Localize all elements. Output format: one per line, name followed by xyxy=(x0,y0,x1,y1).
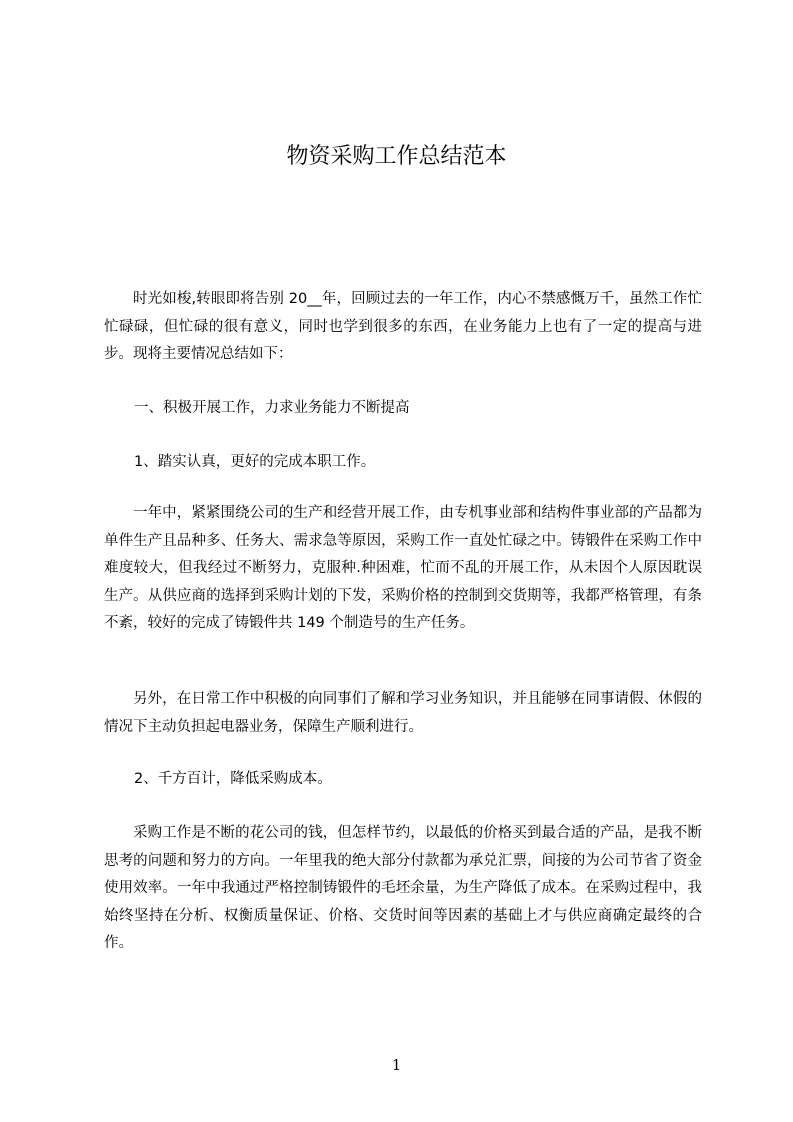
subsection-1-heading: 1、踏实认真，更好的完成本职工作。 xyxy=(134,454,376,470)
subsection-1-paragraph-1: 一年中，紧紧围绕公司的生产和经营开展工作，由专机事业部和结构件事业部的产品都为单件生产且品种多、任务大、需求急等原因，采购工作一直处忙碌之中。铸锻件在采购工作中难度较大，但我经过不断努力，克服种.种困难，忙而不乱的开展工作，从未因个人原因耽误生产。从供应商的选择到采购计划的下发，采购价格的控制到交货期等，我都严格管理，有条不紊，较好的完成了铸锻件共 149 个制造号的生产任务。 xyxy=(104,505,702,631)
page-number: 1 xyxy=(391,1056,402,1074)
subsection-2-paragraph-1: 采购工作是不断的花公司的钱，但怎样节约，以最低的价格买到最合适的产品，是我不断思考的问题和努力的方向。一年里我的绝大部分付款都为承兑汇票，间接的为公司节省了资金使用效率。一年中我通过严格控制铸锻件的毛坯余量，为生产降低了成本。在采购过程中，我始终坚持在分析、权衡质量保证、价格、交货时间等因素的基础上才与供应商确定最终的合作。 xyxy=(104,825,702,951)
subsection-2-heading: 2、千方百计，降低采购成本。 xyxy=(134,771,332,787)
document-title: 物资采购工作总结范本 xyxy=(286,144,507,169)
section-1-heading: 一、积极开展工作，力求业务能力不断提高 xyxy=(134,400,410,416)
subsection-1-paragraph-2: 另外，在日常工作中积极的向同事们了解和学习业务知识，并且能够在同事请假、休假的情况下主动负担起电器业务，保障生产顺利进行。 xyxy=(104,691,702,735)
intro-paragraph: 时光如梭,转眼即将告别 20__年，回顾过去的一年工作，内心不禁感慨万千，虽然工作忙忙碌碌，但忙碌的很有意义，同时也学到很多的东西，在业务能力上也有了一定的提高与进步。现将主要情况总结如下： xyxy=(104,291,702,362)
